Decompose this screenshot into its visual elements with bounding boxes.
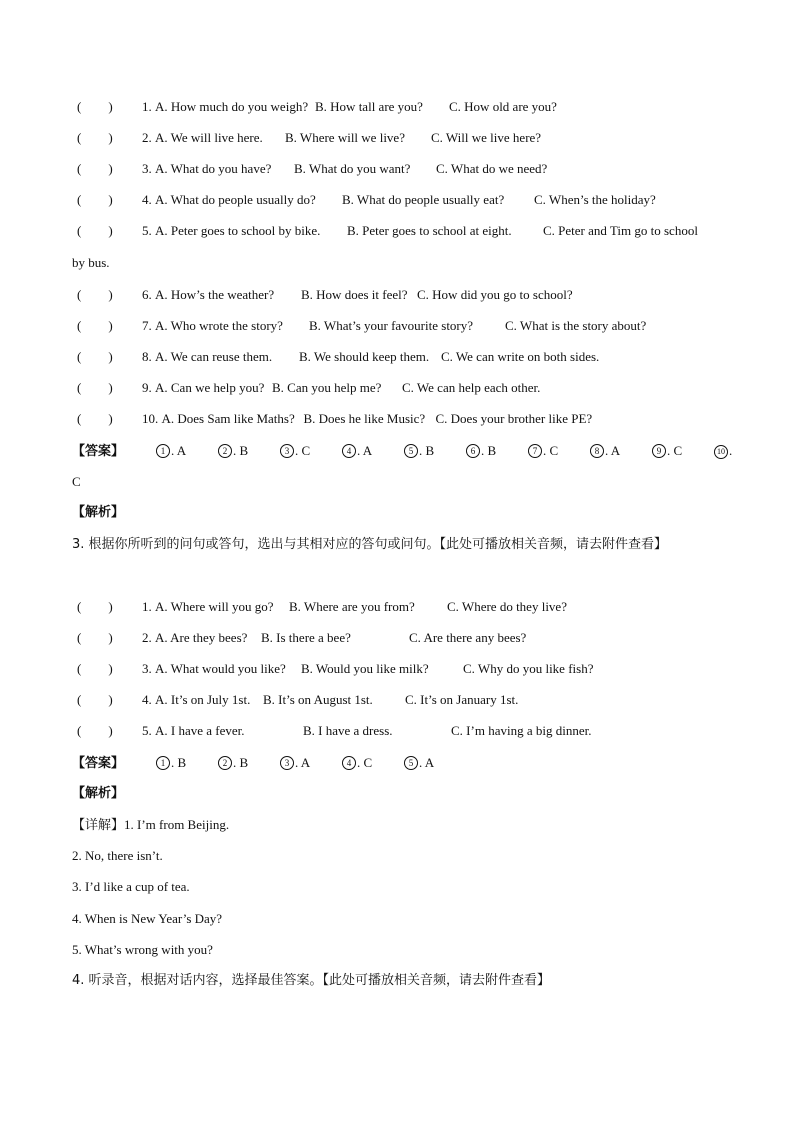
answer-item: 5 . B	[404, 441, 466, 461]
option-a: A. How’s the weather?	[155, 287, 275, 302]
section-title: 4. 听录音，根据对话内容，选择最佳答案。【此处可播放相关音频，请去附件查看】	[72, 973, 551, 988]
option-c: C. What is the story about?	[505, 318, 647, 333]
option-c: C. Peter and Tim go to school	[543, 223, 698, 238]
answer-line	[72, 753, 466, 774]
option-c: C. Will we live here?	[431, 130, 542, 145]
option-b: B. How does it feel?	[301, 287, 408, 302]
answer-item: 4 . A	[342, 441, 404, 461]
option-a: A. Can we help you?	[155, 380, 265, 395]
option-c: C. It’s on January 1st.	[405, 692, 519, 707]
row-continuation: by bus.	[72, 255, 110, 270]
option-b: B. What’s your favourite story?	[309, 318, 474, 333]
option-b: B. Does he like Music?	[303, 411, 426, 426]
question-row: ( ) 6. A. How’s the weather? B. How does it feel? C. How did you go to school?	[72, 285, 573, 305]
question-row: ( ) 3. A. What do you have? B. What do you want? C. What do we need?	[72, 159, 547, 179]
answer-item: 5 . A	[404, 753, 466, 773]
option-c: C. Why do you like fish?	[463, 661, 594, 676]
option-b: B. How tall are you?	[315, 99, 423, 114]
detail-line: 4. When is New Year’s Day?	[72, 911, 223, 926]
answer-item: 10 .	[714, 441, 744, 461]
answer-label: 【答案】	[72, 444, 125, 459]
option-a: A. Are they bees?	[155, 630, 248, 645]
question-row: ( ) 3. A. What would you like? B. Would you like milk? C. Why do you like fish?	[72, 659, 593, 679]
answer-item: 2 . B	[218, 753, 280, 773]
option-b: B. Where will we live?	[285, 130, 405, 145]
answer-line	[72, 441, 744, 462]
option-c: C. We can help each other.	[402, 380, 541, 395]
answer-item: 2 . B	[218, 441, 280, 461]
option-c: C. When’s the holiday?	[534, 192, 656, 207]
option-a: A. Peter goes to school by bike.	[155, 223, 321, 238]
answer-item: 9 . C	[652, 441, 714, 461]
question-row: ( ) 8. A. We can reuse them. B. We should keep them. C. We can write on both sides.	[72, 347, 599, 367]
option-a: A. It’s on July 1st.	[155, 692, 251, 707]
option-c: C. Where do they live?	[447, 599, 567, 614]
question-row: ( ) 4. A. It’s on July 1st. B. It’s on August 1st. C. It’s on January 1st.	[72, 690, 518, 710]
detail-line: 2. No, there isn’t.	[72, 848, 163, 863]
question-row: ( ) 2. A. Are they bees? B. Is there a bee? C. Are there any bees?	[72, 628, 526, 648]
question-row: ( ) 10. A. Does Sam like Maths? B. Does he like Music? C. Does your brother like PE?	[72, 409, 592, 429]
answer-label: 【答案】	[72, 756, 125, 771]
analysis-label: 【解析】	[72, 786, 125, 801]
question-row: ( ) 9. A. Can we help you? B. Can you help me? C. We can help each other.	[72, 378, 540, 398]
answer-item: 1 . B	[156, 753, 218, 773]
analysis-label: 【解析】	[72, 505, 125, 520]
question-row: ( ) 4. A. What do people usually do? B. What do people usually eat? C. When’s the holiday?	[72, 190, 656, 210]
option-b: B. Is there a bee?	[261, 630, 351, 645]
question-row: ( ) 1. A. How much do you weigh? B. How tall are you? C. How old are you?	[72, 97, 557, 117]
option-a: A. How much do you weigh?	[155, 99, 309, 114]
option-a: A. What would you like?	[155, 661, 286, 676]
option-a: A. What do you have?	[155, 161, 272, 176]
option-a: A. Where will you go?	[155, 599, 274, 614]
option-b: B. We should keep them.	[299, 349, 430, 364]
option-b: B. I have a dress.	[303, 723, 393, 738]
answer-item: 7 . C	[528, 441, 590, 461]
answer-item: 6 . B	[466, 441, 528, 461]
option-b: B. Where are you from?	[289, 599, 415, 614]
detail-label: 【详解】	[72, 818, 125, 833]
option-c: C. I’m having a big dinner.	[451, 723, 592, 738]
option-a: A. Does Sam like Maths?	[161, 411, 295, 426]
option-b: B. What do you want?	[294, 161, 411, 176]
answer-item: 3 . C	[280, 441, 342, 461]
option-c: C. How did you go to school?	[417, 287, 573, 302]
answer-item: 1 . A	[156, 441, 218, 461]
option-b: B. Can you help me?	[272, 380, 382, 395]
option-b: B. What do people usually eat?	[342, 192, 505, 207]
answer-item: 8 . A	[590, 441, 652, 461]
answer-item: 3 . A	[280, 753, 342, 773]
option-c: C. Does your brother like PE?	[435, 411, 593, 426]
answer-wrap: C	[72, 474, 81, 489]
section-title: 3. 根据你所听到的问句或答句，选出与其相对应的答句或问句。【此处可播放相关音频，请去附件查看】	[72, 537, 668, 552]
option-c: C. Are there any bees?	[409, 630, 527, 645]
question-row: ( ) 2. A. We will live here. B. Where will we live? C. Will we live here?	[72, 128, 541, 148]
option-c: C. How old are you?	[449, 99, 557, 114]
option-c: C. We can write on both sides.	[441, 349, 600, 364]
option-b: B. Peter goes to school at eight.	[347, 223, 512, 238]
detail-line: 3. I’d like a cup of tea.	[72, 879, 190, 894]
option-a: A. What do people usually do?	[155, 192, 316, 207]
option-a: A. Who wrote the story?	[155, 318, 283, 333]
option-a: A. We can reuse them.	[155, 349, 273, 364]
option-a: A. We will live here.	[155, 130, 263, 145]
detail-line: 5. What’s wrong with you?	[72, 942, 213, 957]
answer-item: 4 . C	[342, 753, 404, 773]
detail-line: 【详解】1. I’m from Beijing.	[72, 817, 230, 833]
option-b: B. It’s on August 1st.	[263, 692, 373, 707]
question-row: ( ) 5. A. I have a fever. B. I have a dress. C. I’m having a big dinner.	[72, 721, 591, 741]
option-b: B. Would you like milk?	[301, 661, 429, 676]
question-row: ( ) 7. A. Who wrote the story? B. What’s your favourite story? C. What is the story about?	[72, 316, 646, 336]
option-c: C. What do we need?	[436, 161, 548, 176]
question-row: ( ) 1. A. Where will you go? B. Where are you from? C. Where do they live?	[72, 597, 567, 617]
question-row: ( ) 5. A. Peter goes to school by bike. B. Peter goes to school at eight. C. Peter and Tim go to school	[72, 221, 698, 241]
option-a: A. I have a fever.	[155, 723, 245, 738]
